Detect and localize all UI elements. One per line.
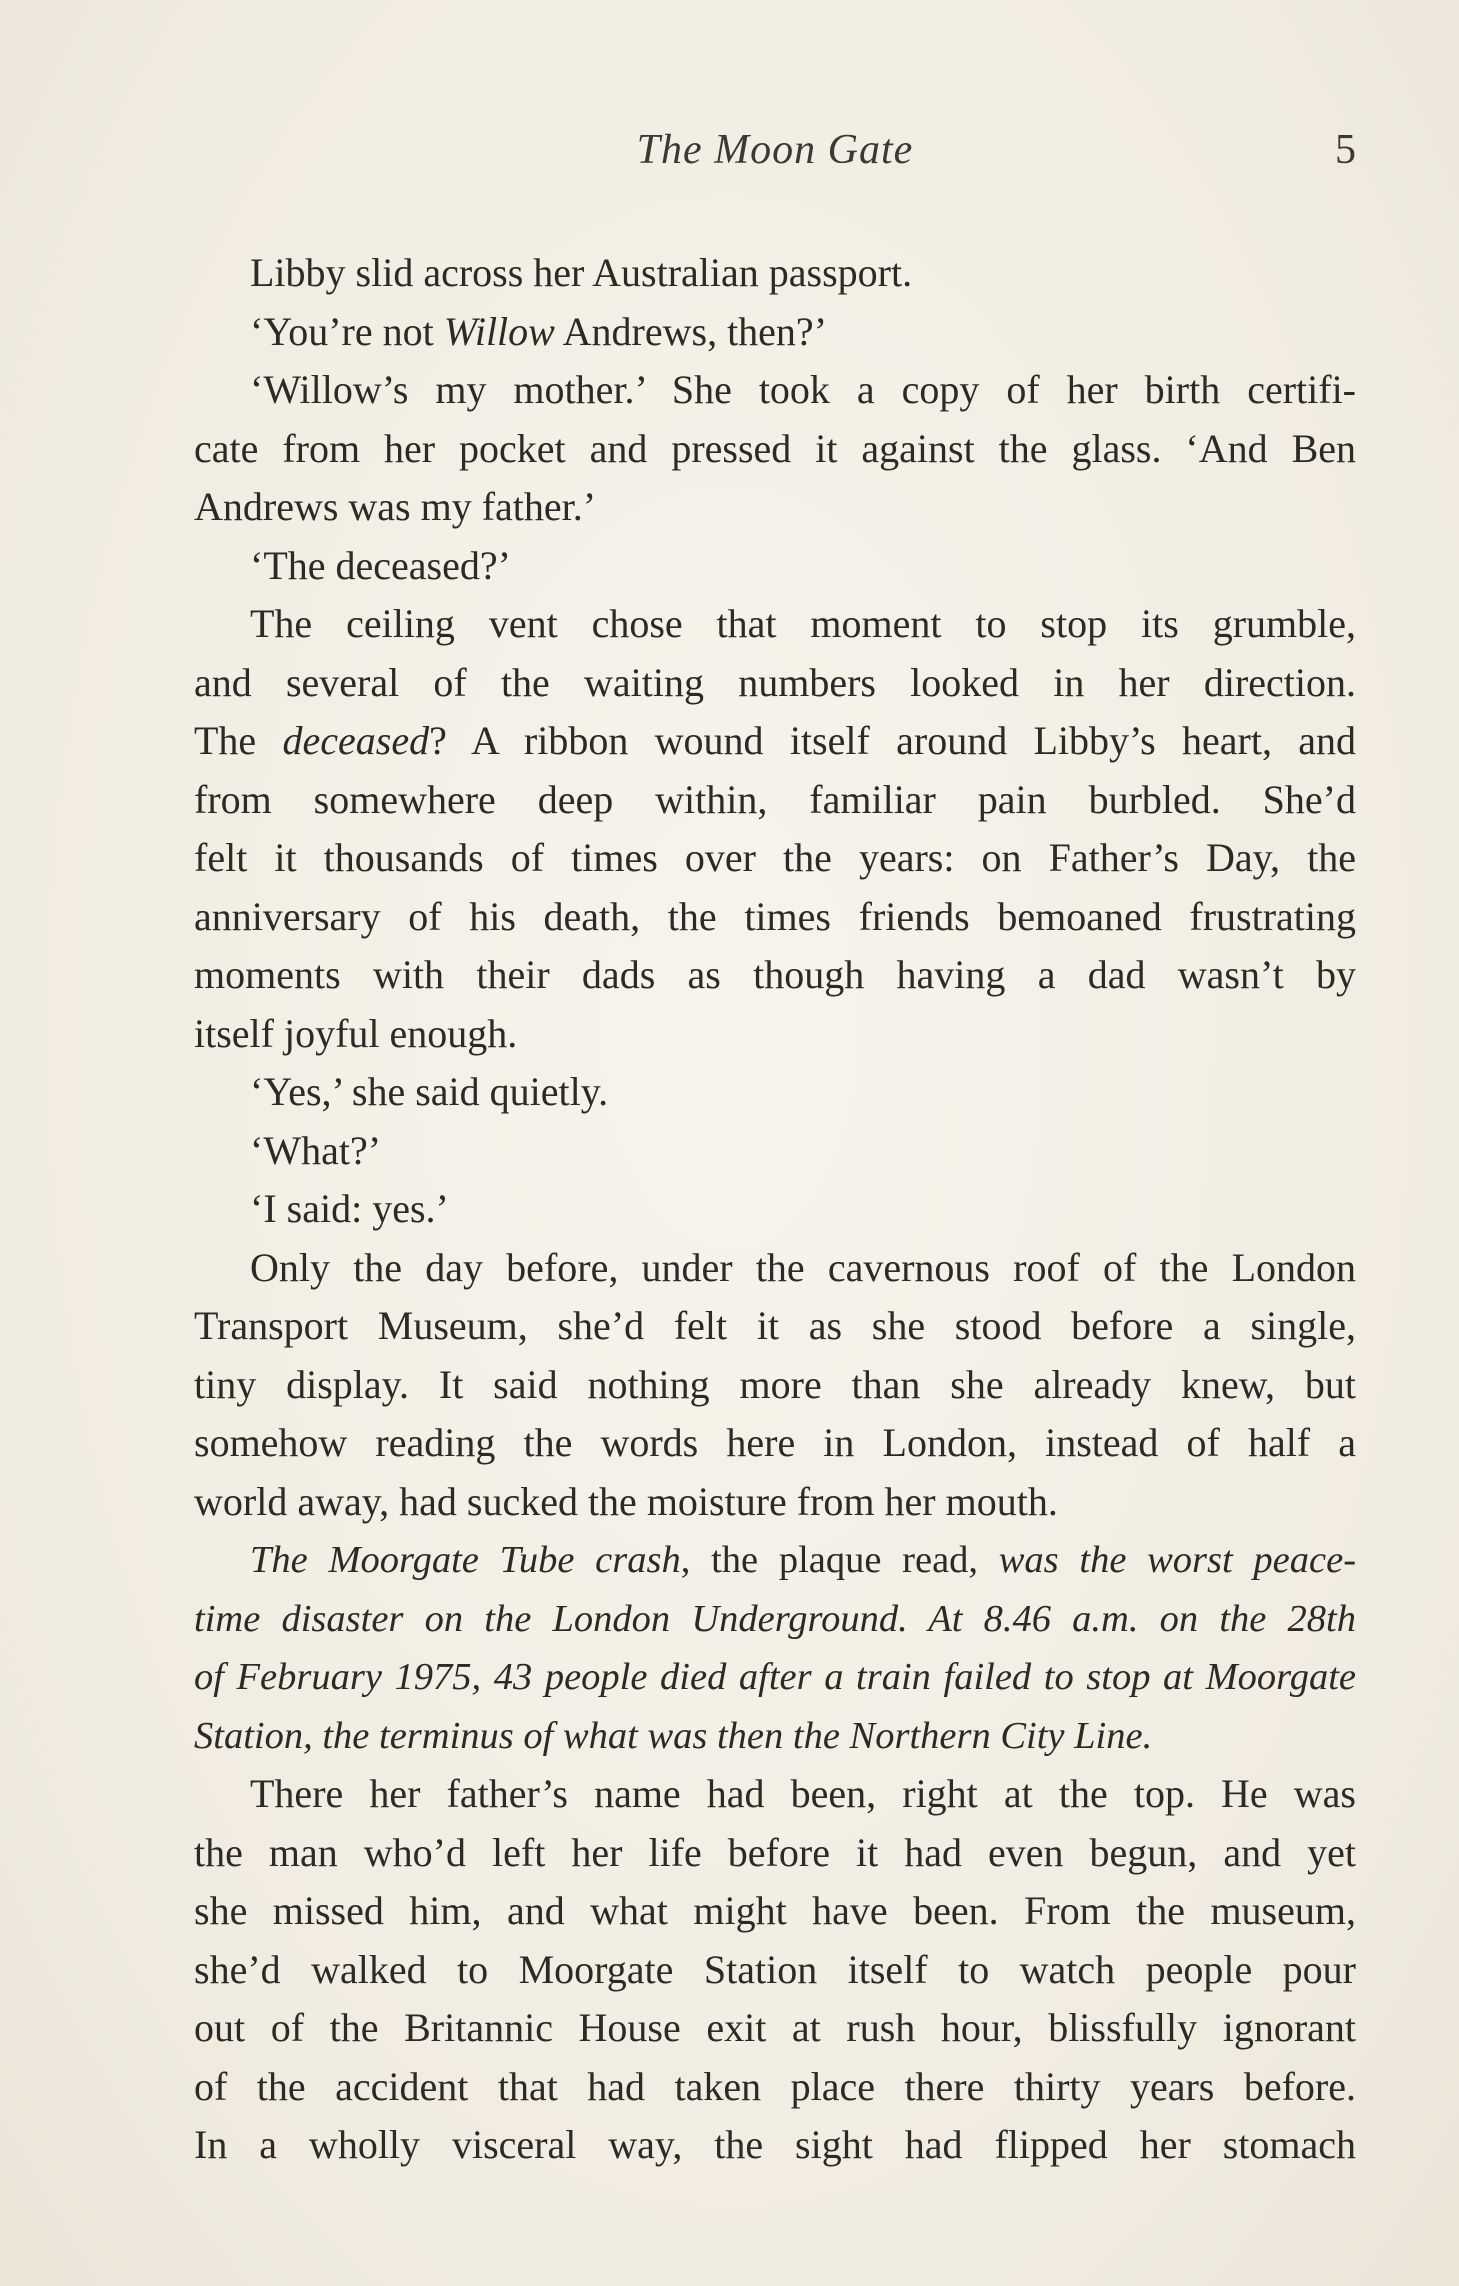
- text-line: Libby slid across her Australian passport.: [250, 250, 913, 295]
- text-line: ‘The deceased?’: [250, 542, 511, 588]
- text-line: Only the day before, under the cavernous roof of the London: [250, 1244, 1356, 1290]
- text-line: anniversary of his death, the times friends bemoaned frustrating: [194, 893, 1356, 939]
- text-line: the man who’d left her life before it had even begun, and yet: [194, 1829, 1356, 1875]
- text-line: Transport Museum, she’d felt it as she stood before a single,: [194, 1303, 1356, 1348]
- text-line: felt it thousands of times over the years: on Father’s Day, the: [194, 835, 1356, 880]
- text-line: and several of the waiting numbers looked in her direction.: [194, 659, 1356, 705]
- body-text: [194, 244, 1356, 2175]
- plaque-line: Station, the terminus of what was then the Northern City Line.: [194, 1714, 1153, 1757]
- text-line: The deceased? A ribbon wound itself around Libby’s heart, and: [194, 718, 1356, 763]
- text-line: she’d walked to Moorgate Station itself to watch people pour: [194, 1946, 1356, 1992]
- plaque-line: time disaster on the London Underground. At 8.46 a.m. on the 28th: [194, 1597, 1356, 1640]
- text-line: somehow reading the words here in London, instead of half a: [194, 1420, 1356, 1465]
- plaque-line: The Moorgate Tube crash, the plaque read, was the worst peace-: [250, 1539, 1356, 1581]
- text-line: The ceiling vent chose that moment to stop its grumble,: [250, 601, 1356, 646]
- text-line: ‘You’re not Willow Andrews, then?’: [250, 308, 828, 354]
- text-line: she missed him, and what might have been. From the museum,: [194, 1888, 1356, 1933]
- text-line: of the accident that had taken place there thirty years before.: [194, 2063, 1356, 2109]
- running-title: The Moon Gate: [636, 127, 914, 173]
- text-line: ‘Willow’s my mother.’ She took a copy of her birth certifi-: [250, 367, 1356, 412]
- text-line: from somewhere deep within, familiar pain burbled. She’d: [194, 776, 1356, 822]
- text-line: out of the Britannic House exit at rush hour, blissfully ignorant: [194, 2005, 1356, 2050]
- text-line: Andrews was my father.’: [194, 484, 597, 529]
- italic-word: deceased: [282, 718, 430, 763]
- text-line: moments with their dads as though having a dad wasn’t by: [194, 952, 1356, 997]
- text-line: tiny display. It said nothing more than she already knew, but: [194, 1361, 1356, 1407]
- text-line: cate from her pocket and pressed it against the glass. ‘And Ben: [194, 425, 1356, 471]
- text-line: ‘Yes,’ she said quietly.: [250, 1069, 609, 1114]
- text-line: itself joyful enough.: [194, 1010, 518, 1056]
- plaque-line: of February 1975, 43 people died after a train failed to stop at Moorgate: [194, 1656, 1356, 1698]
- text-line: ‘What?’: [250, 1127, 382, 1173]
- text-line: world away, had sucked the moisture from her mouth.: [194, 1478, 1058, 1524]
- text-line: In a wholly visceral way, the sight had flipped her stomach: [194, 2122, 1356, 2167]
- text-line: There her father’s name had been, right at the top. He was: [250, 1771, 1356, 1816]
- text-line: ‘I said: yes.’: [250, 1186, 449, 1231]
- italic-name: Willow: [443, 308, 555, 354]
- page-number: 5: [1335, 127, 1356, 173]
- running-head: [194, 118, 1356, 178]
